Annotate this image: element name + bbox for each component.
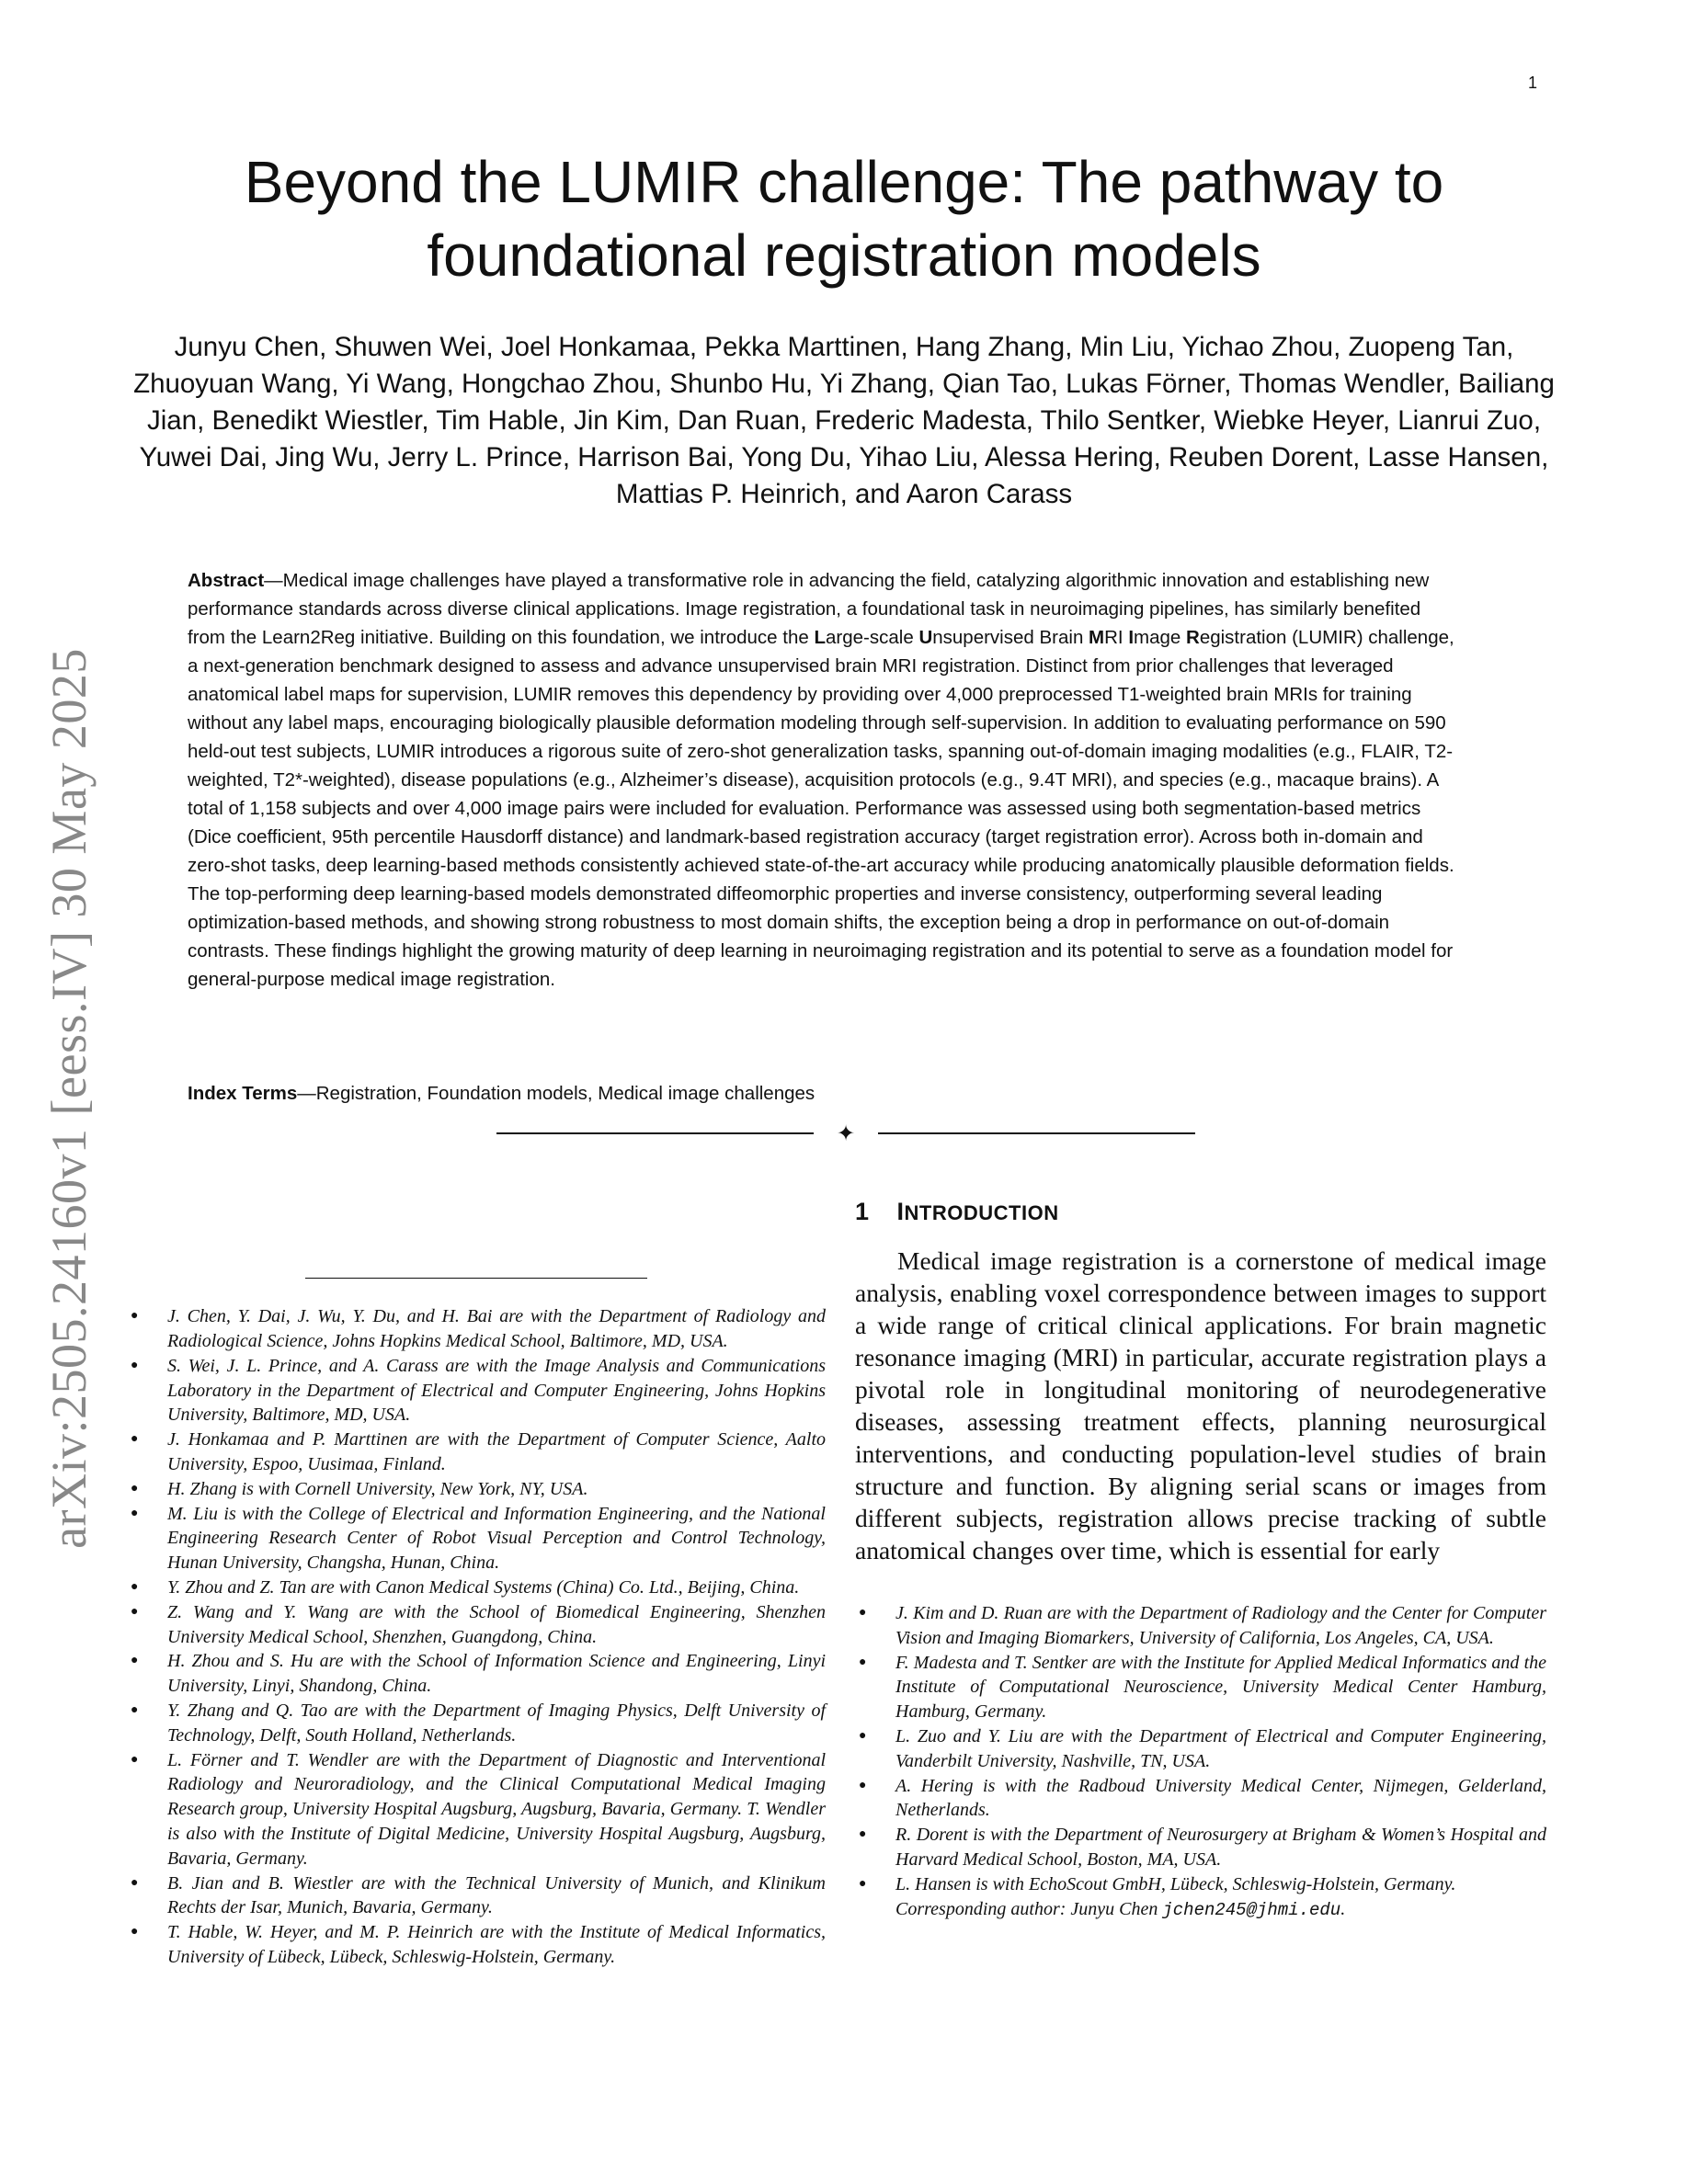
affiliation-footnote: [127, 1920, 826, 1970]
affiliation-footnote-text: J. Honkamaa and P. Marttinen are with the Department of Computer Science, Aalto University, Espoo, Uusimaa, Finland.: [167, 1429, 826, 1474]
affiliation-footnote: [855, 1651, 1546, 1724]
affiliation-footnote-text: R. Dorent is with the Department of Neurosurgery at Brigham & Women’s Hospital and Harvard Medical School, Boston, MA, USA.: [895, 1825, 1546, 1870]
acronym-letter-r: R: [1186, 627, 1200, 648]
affiliation-footnote-text: L. Zuo and Y. Liu are with the Department of Electrical and Computer Engineering, Vanderbilt University, Nashville, TN, USA.: [895, 1725, 1546, 1771]
acronym-letter-m: M: [1089, 627, 1105, 648]
acronym-letter-u: U: [918, 627, 933, 648]
affiliation-footnote-text: S. Wei, J. L. Prince, and A. Carass are with the Image Analysis and Communications Laboratory in the Department of Electrical and Computer Engineering, Johns Hopkins University, Baltimore, MD, USA.: [167, 1355, 826, 1426]
abstract-text-2: arge-scale: [826, 627, 919, 648]
affiliation-footnote-text: H. Zhang is with Cornell University, New York, NY, USA.: [167, 1478, 588, 1499]
acronym-letter-l: L: [814, 627, 827, 648]
affiliation-footnote-text: F. Madesta and T. Sentker are with the Institute for Applied Medical Informatics and the Institute of Computational Neuroscience, University Medical Center Hamburg, Hamburg, Germany.: [895, 1652, 1546, 1723]
bullet-icon: ●: [131, 1506, 139, 1520]
bullet-icon: ●: [131, 1604, 139, 1619]
bullet-icon: ●: [131, 1309, 139, 1324]
affiliation-footnote: [127, 1699, 826, 1748]
affiliation-footnote: [127, 1649, 826, 1699]
abstract-text-6: egistration (LUMIR) challenge, a next-generation benchmark designed to assess and advance unsupervised brain MRI registration. Distinct from prior challenges that leveraged anatomical label maps for supervision, LUMIR removes this dependency by providing over 4,000 preprocessed T1-weighted brain MRIs for training without any label maps, encouraging biologically plausible deformation modeling through self-supervision. In addition to evaluating performance on 590 held-out test subjects, LUMIR introduces a rigorous suite of zero-shot generalization tasks, spanning out-of-domain imaging modalities (e.g., FLAIR, T2-weighted, T2*-weighted), disease populations (e.g., Alzheimer’s disease), acquisition protocols (e.g., 9.4T MRI), and species (e.g., macaque brains). A total of 1,158 subjects and over 4,000 image pairs were included for evaluation. Performance was assessed using both segmentation-based metrics (Dice coefficient, 95th percentile Hausdorff distance) and landmark-based registration accuracy (target registration error). Across both in-domain and zero-shot tasks, deep learning-based methods consistently achieved state-of-the-art accuracy while producing anatomically plausible deformation fields. The top-performing deep learning-based models demonstrated diffeomorphic properties and inverse consistency, outperforming several leading optimization-based methods, and showing strong robustness to most domain shifts, the exception being a drop in performance on out-of-domain contrasts. These findings highlight the growing maturity of deep learning in neuroimaging registration and its potential to serve as a foundation model for general-purpose medical image registration.: [188, 627, 1454, 990]
bullet-icon: ●: [131, 1654, 139, 1668]
abstract-label: Abstract: [188, 570, 265, 591]
abstract-dash: —: [264, 570, 283, 591]
corresponding-author-label: Corresponding author: Junyu Chen: [895, 1898, 1163, 1919]
abstract-text-5: mage: [1134, 627, 1187, 648]
affiliation-footnote: [855, 1872, 1546, 1897]
page-number: 1: [1527, 74, 1537, 92]
left-column: [127, 1278, 826, 1970]
bullet-icon: ●: [859, 1827, 867, 1842]
bullet-icon: ●: [131, 1481, 139, 1496]
corresponding-author: [855, 1897, 1546, 1923]
affiliation-footnote-text: T. Hable, W. Heyer, and M. P. Heinrich are with the Institute of Medical Informatics, University of Lübeck, Lübeck, Schleswig-Holstein, Germany.: [167, 1922, 826, 1967]
affiliation-footnote: [127, 1600, 826, 1650]
affiliation-footnote: [127, 1354, 826, 1428]
affiliation-footnote: [127, 1304, 826, 1354]
author-list: Junyu Chen, Shuwen Wei, Joel Honkamaa, Pekka Marttinen, Hang Zhang, Min Liu, Yichao Zhou, Zuopeng Tan, Zhuoyuan Wang, Yi Wang, Hongchao Zhou, Shunbo Hu, Yi Zhang, Qian Tao, Lukas Förner, Thomas Wendler, Bailiang Jian, Benedikt Wiestler, Tim Hable, Jin Kim, Dan Ruan, Frederic Madesta, Thilo Sentker, Wiebke Heyer, Lianrui Zuo, Yuwei Dai, Jing Wu, Jerry L. Prince, Harrison Bai, Yong Du, Yihao Liu, Alessa Hering, Reuben Dorent, Lasse Hansen, Mattias P. Heinrich, and Aaron Carass: [133, 332, 1555, 509]
affiliation-footnote: [127, 1748, 826, 1871]
affiliation-footnote-text: Y. Zhang and Q. Tao are with the Department of Imaging Physics, Delft University of Technology, Delft, South Holland, Netherlands.: [167, 1700, 826, 1746]
affiliation-footnote: [855, 1774, 1546, 1824]
bullet-icon: ●: [131, 1752, 139, 1767]
bullet-icon: ●: [131, 1358, 139, 1372]
footnote-rule: [305, 1278, 647, 1279]
affiliation-footnote-text: H. Zhou and S. Hu are with the School of Information Science and Engineering, Linyi University, Linyi, Shandong, China.: [167, 1651, 826, 1697]
bullet-icon: ●: [131, 1432, 139, 1447]
bullet-icon: ●: [131, 1702, 139, 1717]
affiliation-footnote: [127, 1871, 826, 1921]
affiliation-footnote: [127, 1477, 826, 1502]
section-number: 1: [855, 1198, 870, 1225]
index-terms-text: Registration, Foundation models, Medical image challenges: [315, 1083, 815, 1104]
introduction-paragraph: Medical image registration is a cornerstone of medical image analysis, enabling voxel correspondence between images to support a wide range of critical clinical applications. For brain magnetic resonance imaging (MRI) in particular, accurate registration plays a pivotal role in longitudinal monitoring of neurodegenerative diseases, assessing treatment effects, planning neurosurgical interventions, and conducting population-level studies of brain structure and function. By aligning serial scans or images from different subjects, registration allows precise tracking of subtle anatomical changes over time, which is essential for early: [855, 1246, 1546, 1564]
affiliation-footnote-text: B. Jian and B. Wiestler are with the Technical University of Munich, and Klinikum Rechts der Isar, Munich, Bavaria, Germany.: [167, 1872, 826, 1918]
affiliation-footnotes-left: [127, 1304, 826, 1970]
affiliation-footnotes-right: [855, 1601, 1546, 1897]
index-terms-label: Index Terms: [188, 1083, 298, 1104]
divider-rule-right: [878, 1132, 1195, 1134]
affiliation-footnote: [855, 1724, 1546, 1774]
section-title-initial: I: [896, 1198, 905, 1225]
abstract-paragraph: [188, 566, 1454, 994]
index-terms: [188, 1079, 1454, 1108]
bullet-icon: ●: [859, 1655, 867, 1669]
bullet-icon: ●: [859, 1606, 867, 1620]
index-terms-dash: —: [297, 1083, 316, 1104]
affiliation-footnote-text: Y. Zhou and Z. Tan are with Canon Medical Systems (China) Co. Ltd., Beijing, China.: [167, 1576, 800, 1598]
bullet-icon: ●: [131, 1925, 139, 1939]
corresponding-author-period: .: [1340, 1898, 1346, 1919]
affiliation-footnote: [855, 1823, 1546, 1872]
affiliation-footnote: [855, 1601, 1546, 1651]
section-title-rest: NTRODUCTION: [904, 1201, 1059, 1224]
divider-diamond-icon: ✦: [836, 1120, 856, 1146]
affiliation-footnote: [127, 1502, 826, 1575]
bullet-icon: ●: [131, 1579, 139, 1594]
acronym-letter-i: I: [1128, 627, 1135, 648]
affiliation-footnote-text: M. Liu is with the College of Electrical and Information Engineering, and the National Engineering Research Center of Robot Visual Perception and Control Technology, Hunan University, Changsha, Hunan, China.: [167, 1503, 826, 1574]
corresponding-author-email: jchen245@jhmi.edu: [1162, 1899, 1341, 1920]
bullet-icon: ●: [131, 1875, 139, 1890]
right-column: [855, 1195, 1546, 1922]
affiliation-footnote-text: L. Hansen is with EchoScout GmbH, Lübeck, Schleswig-Holstein, Germany.: [895, 1873, 1456, 1894]
abstract-text-1: Medical image challenges have played a transformative role in advancing the field, catalyzing algorithmic innovation and establishing new performance standards across diverse clinical applications. Image registration, a foundational task in neuroimaging pipelines, has similarly benefited from the Learn2Reg initiative. Building on this foundation, we introduce the: [188, 570, 1430, 648]
section-divider: [496, 1120, 1195, 1147]
affiliation-footnote: [127, 1428, 826, 1477]
section-heading-introduction: [855, 1195, 1546, 1230]
affiliation-footnote-text: J. Kim and D. Ruan are with the Department of Radiology and the Center for Computer Vision and Imaging Biomarkers, University of California, Los Angeles, CA, USA.: [895, 1603, 1546, 1648]
affiliation-footnote-text: A. Hering is with the Radboud University Medical Center, Nijmegen, Gelderland, Netherlands.: [895, 1775, 1546, 1821]
abstract-text-4: RI: [1104, 627, 1129, 648]
bullet-icon: ●: [859, 1778, 867, 1792]
bullet-icon: ●: [859, 1876, 867, 1891]
affiliation-footnotes-right-block: [855, 1601, 1546, 1922]
affiliation-footnote-text: L. Förner and T. Wendler are with the Department of Diagnostic and Interventional Radiology and Neuroradiology, and the Clinical Computational Medical Imaging Research group, University Hospital Augsburg, Augsburg, Bavaria, Germany. T. Wendler is also with the Institute of Digital Medicine, University Hospital Augsburg, Augsburg, Bavaria, Germany.: [167, 1749, 826, 1869]
paper-title: Beyond the LUMIR challenge: The pathway to foundational registration models: [244, 149, 1444, 289]
arxiv-identifier-stamp: [28, 588, 110, 1609]
bullet-icon: ●: [859, 1728, 867, 1743]
affiliation-footnote: [127, 1575, 826, 1600]
abstract-text-3: nsupervised Brain: [932, 627, 1089, 648]
divider-rule-left: [496, 1132, 814, 1134]
abstract: [188, 566, 1454, 994]
affiliation-footnote-text: J. Chen, Y. Dai, J. Wu, Y. Du, and H. Bai are with the Department of Radiology and Radiological Science, Johns Hopkins Medical School, Baltimore, MD, USA.: [167, 1306, 826, 1351]
arxiv-identifier-text: arXiv:2505.24160v1 [eess.IV] 30 May 2025: [41, 648, 97, 1549]
affiliation-footnote-text: Z. Wang and Y. Wang are with the School of Biomedical Engineering, Shenzhen University Medical School, Shenzhen, Guangdong, China.: [167, 1601, 826, 1647]
